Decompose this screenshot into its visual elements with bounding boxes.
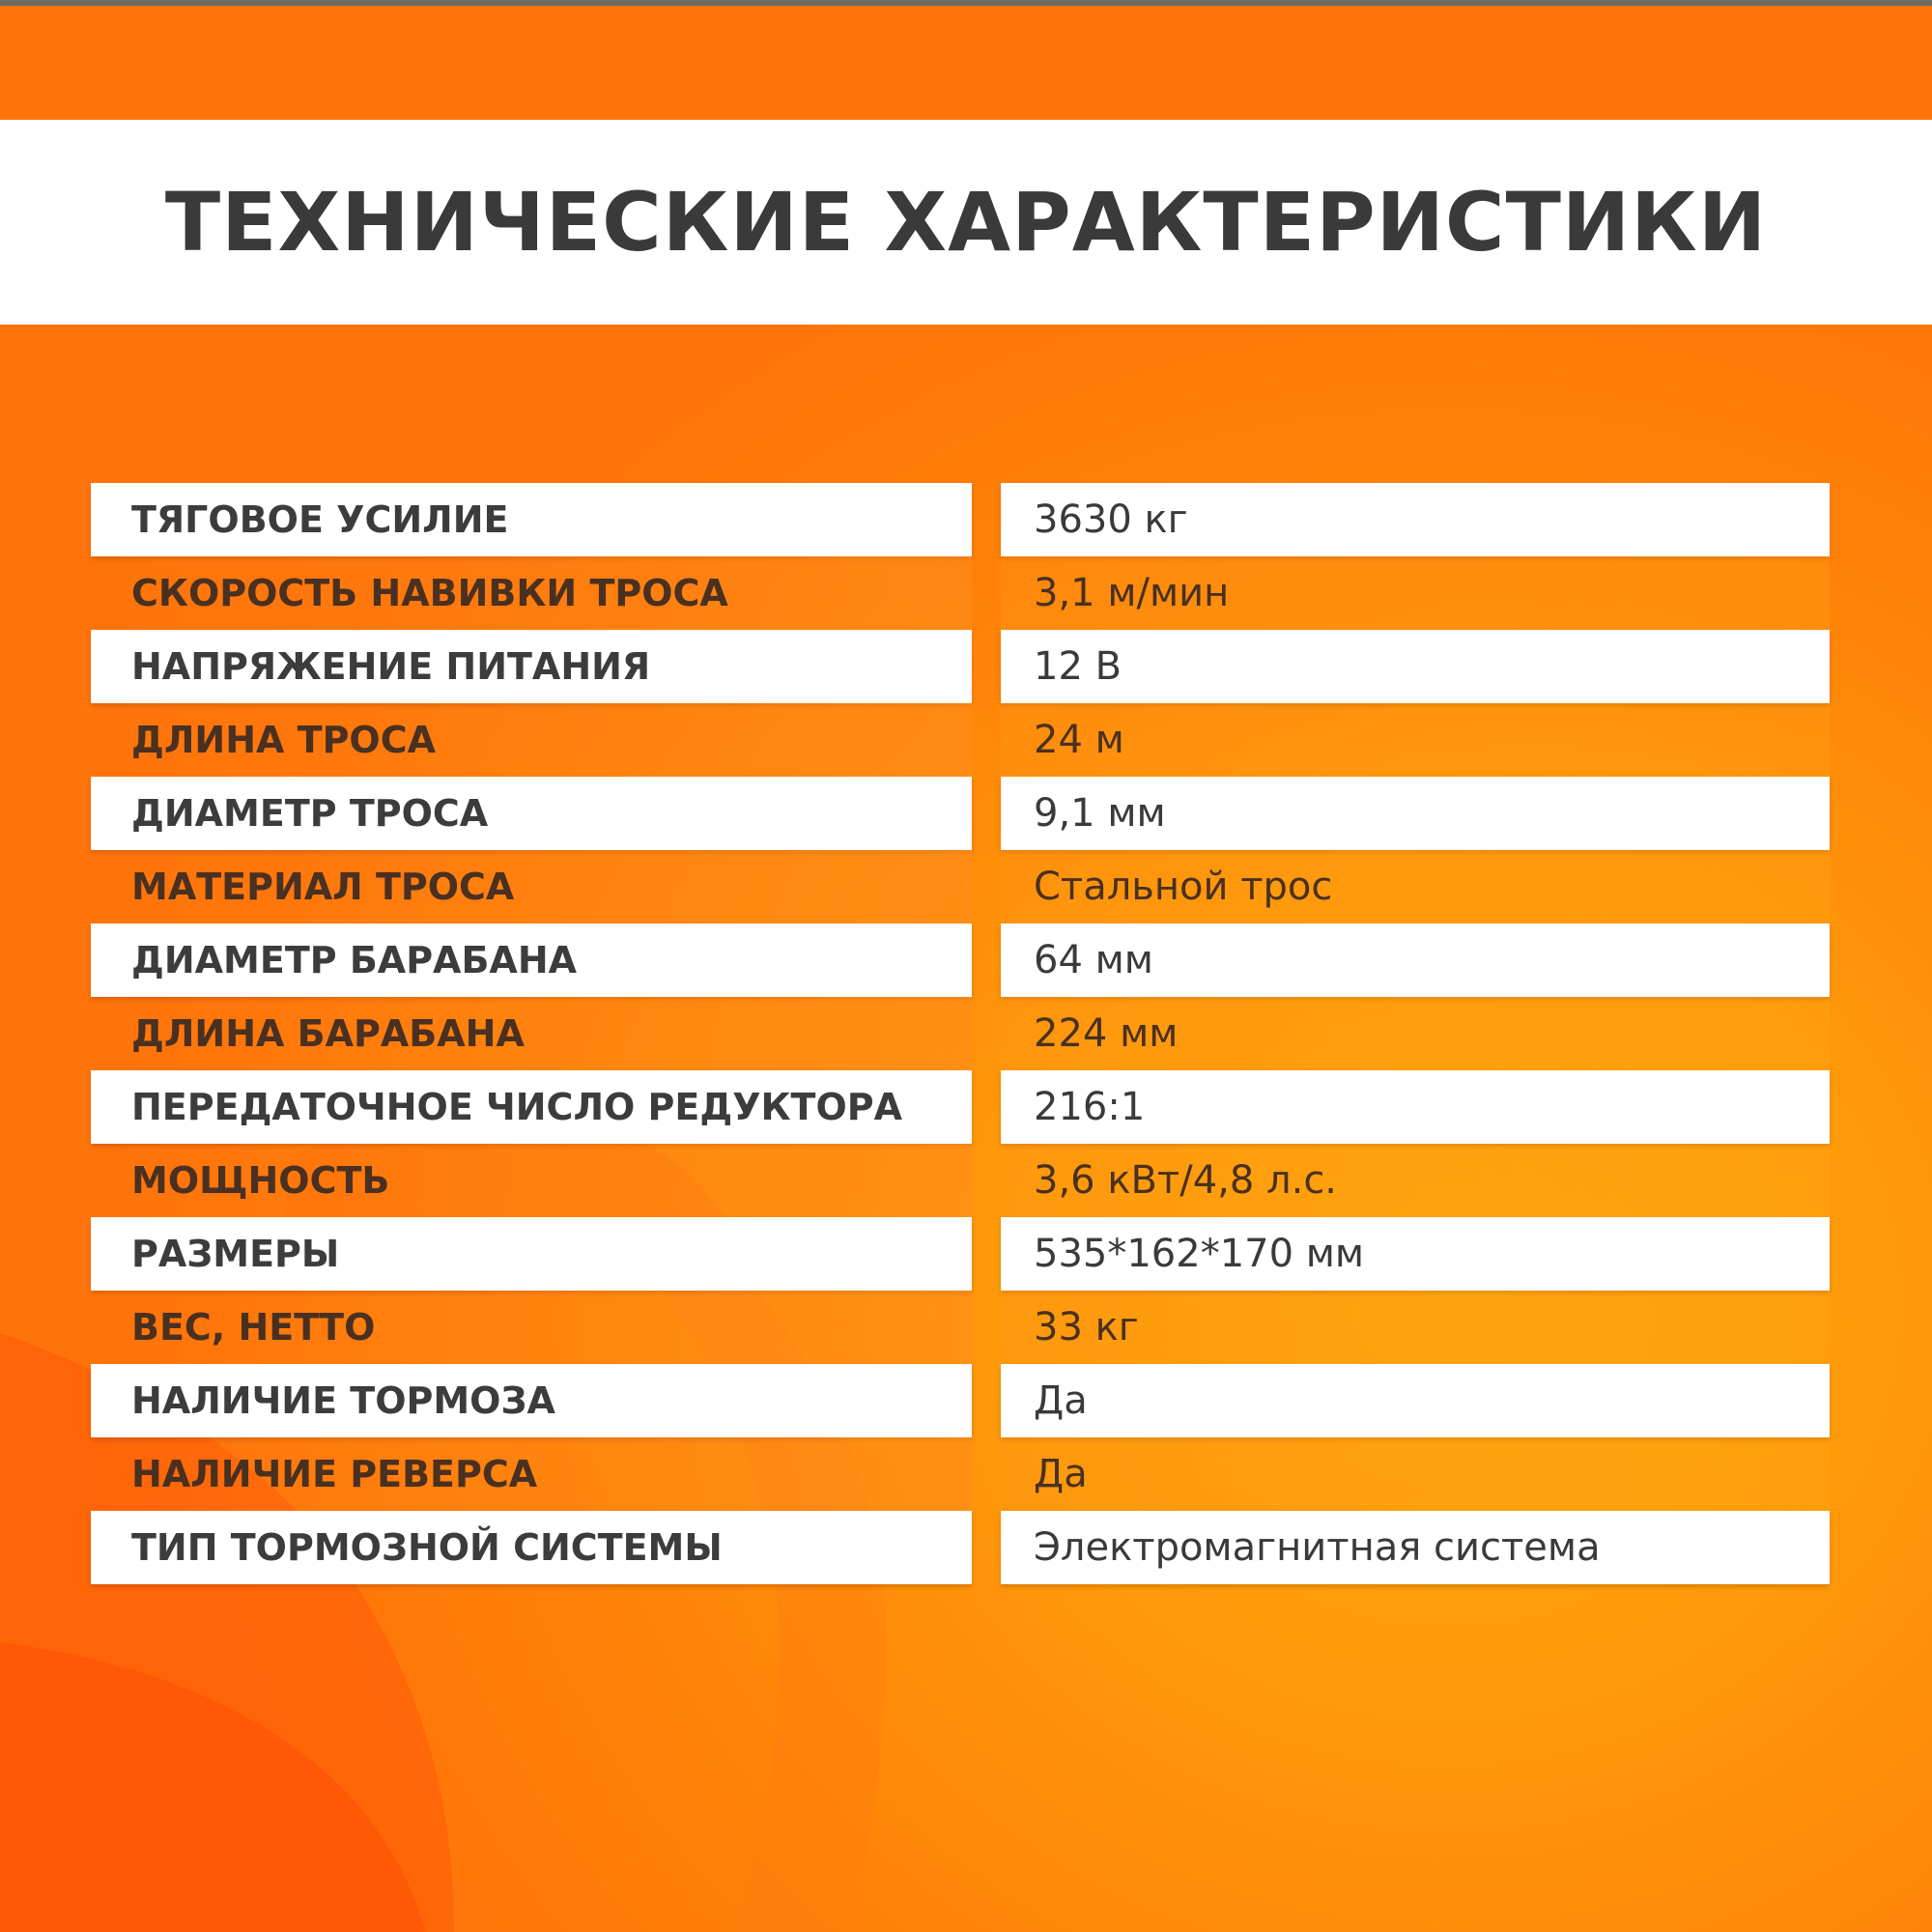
spec-value: 3,6 кВт/4,8 л.с. xyxy=(1001,1144,1830,1217)
spec-row xyxy=(91,1511,1830,1584)
spec-value: Электромагнитная система xyxy=(1001,1511,1830,1584)
spec-row xyxy=(91,630,1830,703)
spec-label: ДИАМЕТР БАРАБАНА xyxy=(91,923,972,997)
spec-label: ДЛИНА ТРОСА xyxy=(91,703,972,777)
spec-row xyxy=(91,483,1830,556)
spec-value: 24 м xyxy=(1001,703,1830,777)
spec-value: Стальной трос xyxy=(1001,850,1830,923)
spec-row xyxy=(91,1144,1830,1217)
spec-label: РАЗМЕРЫ xyxy=(91,1217,972,1291)
spec-value: 535*162*170 мм xyxy=(1001,1217,1830,1291)
spec-value: 3630 кг xyxy=(1001,483,1830,556)
spec-row xyxy=(91,1437,1830,1511)
spec-value: 224 мм xyxy=(1001,997,1830,1070)
spec-value: 33 кг xyxy=(1001,1291,1830,1364)
spec-label: ДЛИНА БАРАБАНА xyxy=(91,997,972,1070)
spec-value: 3,1 м/мин xyxy=(1001,556,1830,630)
page-title: ТЕХНИЧЕСКИЕ ХАРАКТЕРИСТИКИ xyxy=(164,175,1768,270)
spec-label: ПЕРЕДАТОЧНОЕ ЧИСЛО РЕДУКТОРА xyxy=(91,1070,972,1144)
spec-row xyxy=(91,997,1830,1070)
spec-label: ВЕС, НЕТТО xyxy=(91,1291,972,1364)
spec-label: ДИАМЕТР ТРОСА xyxy=(91,777,972,850)
spec-label: НАЛИЧИЕ РЕВЕРСА xyxy=(91,1437,972,1511)
spec-value: 64 мм xyxy=(1001,923,1830,997)
spec-row xyxy=(91,1070,1830,1144)
spec-label: МОЩНОСТЬ xyxy=(91,1144,972,1217)
spec-label: МАТЕРИАЛ ТРОСА xyxy=(91,850,972,923)
spec-label: НАЛИЧИЕ ТОРМОЗА xyxy=(91,1364,972,1437)
spec-value: 9,1 мм xyxy=(1001,777,1830,850)
spec-value: 12 В xyxy=(1001,630,1830,703)
spec-value: Да xyxy=(1001,1364,1830,1437)
spec-row xyxy=(91,1364,1830,1437)
spec-row xyxy=(91,556,1830,630)
spec-value: 216:1 xyxy=(1001,1070,1830,1144)
spec-row xyxy=(91,1217,1830,1291)
spec-label: ТЯГОВОЕ УСИЛИЕ xyxy=(91,483,972,556)
spec-label: СКОРОСТЬ НАВИВКИ ТРОСА xyxy=(91,556,972,630)
spec-row xyxy=(91,1291,1830,1364)
spec-row xyxy=(91,850,1830,923)
spec-label: ТИП ТОРМОЗНОЙ СИСТЕМЫ xyxy=(91,1511,972,1584)
spec-label: НАПРЯЖЕНИЕ ПИТАНИЯ xyxy=(91,630,972,703)
specs-table xyxy=(91,483,1830,1584)
spec-row xyxy=(91,703,1830,777)
spec-row xyxy=(91,777,1830,850)
spec-value: Да xyxy=(1001,1437,1830,1511)
spec-row xyxy=(91,923,1830,997)
title-band xyxy=(0,120,1932,325)
